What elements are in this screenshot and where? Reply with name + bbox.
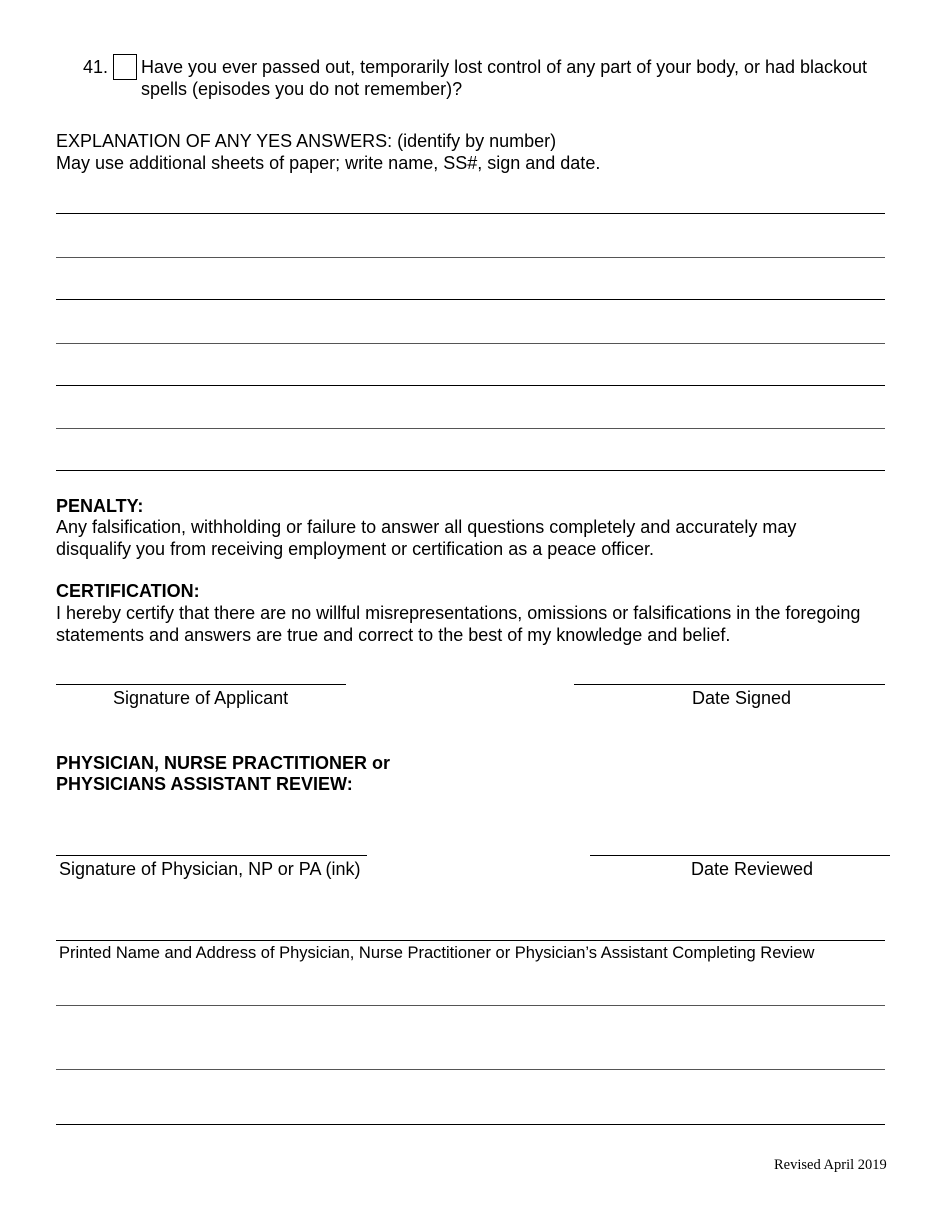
address-line-3[interactable] bbox=[56, 1124, 885, 1125]
explanation-line-1[interactable] bbox=[56, 213, 885, 214]
explanation-line-6[interactable] bbox=[56, 428, 885, 429]
explanation-line-2[interactable] bbox=[56, 257, 885, 258]
physician-signature-label: Signature of Physician, NP or PA (ink) bbox=[59, 859, 361, 879]
explanation-heading: EXPLANATION OF ANY YES ANSWERS: (identify by number) bbox=[56, 131, 557, 151]
revision-date: Revised April 2019 bbox=[774, 1157, 887, 1173]
question-text-line1: Have you ever passed out, temporarily lost control of any part of your body, or had blackout bbox=[141, 57, 868, 77]
explanation-line-5[interactable] bbox=[56, 385, 885, 386]
applicant-date-label: Date Signed bbox=[692, 688, 792, 708]
physician-signature-line[interactable] bbox=[56, 855, 367, 856]
address-line-2[interactable] bbox=[56, 1069, 885, 1070]
review-heading-line2: PHYSICIANS ASSISTANT REVIEW: bbox=[56, 774, 353, 794]
penalty-heading: PENALTY: bbox=[56, 496, 144, 516]
penalty-text-line2: disqualify you from receiving employment or certification as a peace officer. bbox=[56, 539, 654, 559]
explanation-line-4[interactable] bbox=[56, 343, 885, 344]
applicant-signature-line[interactable] bbox=[56, 684, 346, 685]
printed-name-label: Printed Name and Address of Physician, Nurse Practitioner or Physician’s Assistant Completing Review bbox=[59, 944, 815, 962]
physician-date-line[interactable] bbox=[590, 855, 890, 856]
applicant-signature-label: Signature of Applicant bbox=[113, 688, 289, 708]
question-number: 41. bbox=[83, 57, 109, 77]
penalty-text-line1: Any falsification, withholding or failure to answer all questions completely and accurately may bbox=[56, 517, 797, 537]
explanation-line-3[interactable] bbox=[56, 299, 885, 300]
printed-name-line[interactable] bbox=[56, 940, 885, 941]
certification-heading: CERTIFICATION: bbox=[56, 581, 200, 601]
certification-text-line1: I hereby certify that there are no willful misrepresentations, omissions or falsifications in the foregoing bbox=[56, 603, 861, 623]
question-text-line2: spells (episodes you do not remember)? bbox=[141, 79, 463, 99]
question-41-checkbox[interactable] bbox=[113, 54, 137, 80]
applicant-date-line[interactable] bbox=[574, 684, 885, 685]
explanation-note: May use additional sheets of paper; write name, SS#, sign and date. bbox=[56, 153, 601, 173]
explanation-line-7[interactable] bbox=[56, 470, 885, 471]
address-line-1[interactable] bbox=[56, 1005, 885, 1006]
review-heading-line1: PHYSICIAN, NURSE PRACTITIONER or bbox=[56, 753, 391, 773]
certification-text-line2: statements and answers are true and correct to the best of my knowledge and belief. bbox=[56, 625, 731, 645]
physician-date-label: Date Reviewed bbox=[691, 859, 814, 879]
